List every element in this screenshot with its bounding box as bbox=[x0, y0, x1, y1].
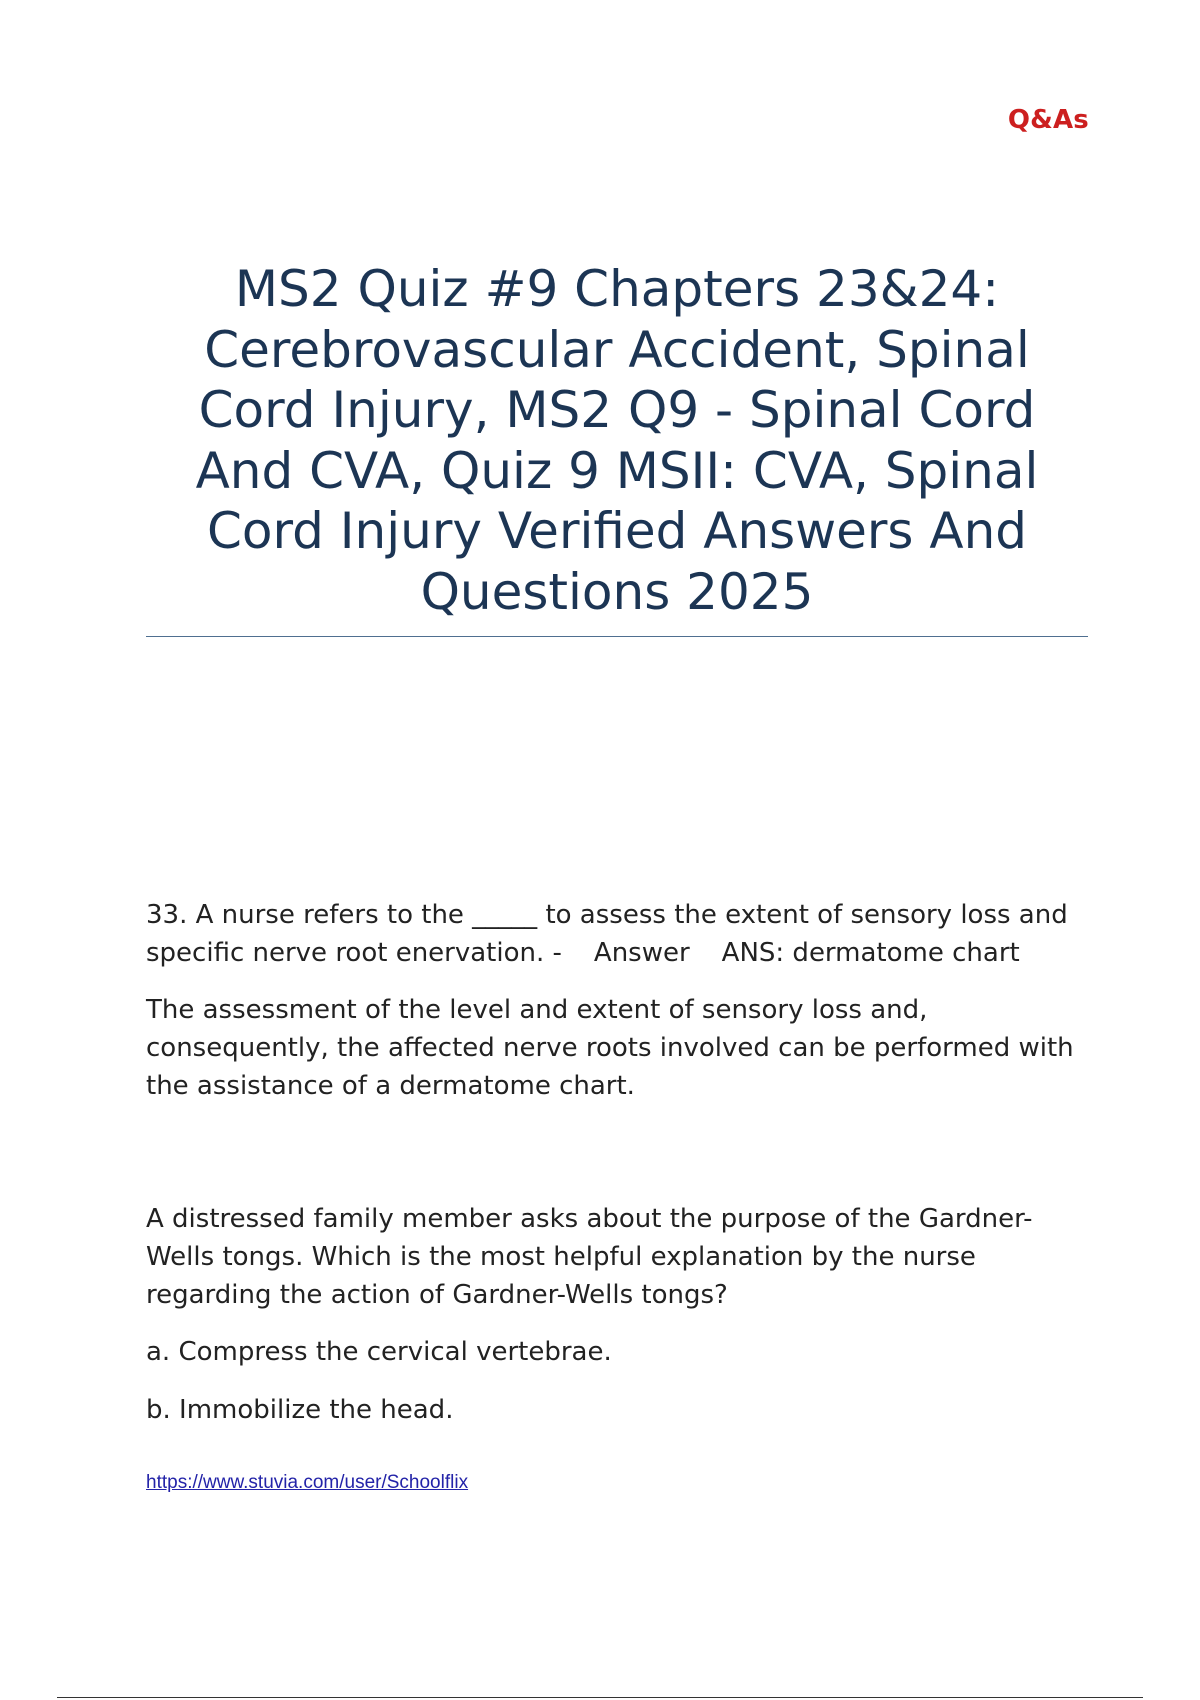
title-divider bbox=[146, 636, 1088, 637]
paragraph-spacer bbox=[146, 1124, 1096, 1200]
document-body bbox=[146, 896, 1096, 1449]
option-a: a. Compress the cervical vertebrae. bbox=[146, 1337, 612, 1367]
question-gardner-wells: A distressed family member asks about the purpose of the Gardner-Wells tongs. Which is the most helpful explanation by the nurse regarding the action of Gardner-Wells tongs? bbox=[146, 1204, 1033, 1310]
stuvia-profile-link[interactable]: https://www.stuvia.com/user/Schoolflix bbox=[146, 1472, 469, 1493]
qas-tag: Q&As bbox=[1007, 105, 1089, 135]
question-33-answer: ANS: dermatome chart bbox=[721, 938, 1020, 968]
question-33-prompt: 33. A nurse refers to the _____ to assess the extent of sensory loss and specific nerve root enervation. - bbox=[146, 900, 1068, 968]
document-title: MS2 Quiz #9 Chapters 23&24: Cerebrovascular Accident, Spinal Cord Injury, MS2 Q9 - Spinal Cord And CVA, Quiz 9 MSII: CVA, Spinal Cord Injury Verified Answers And Questions 2025 bbox=[195, 260, 1039, 621]
question-33 bbox=[146, 896, 1096, 972]
rationale-paragraph: The assessment of the level and extent of sensory loss and, consequently, the affected nerve roots involved can be performed with the assistance of a dermatome chart. bbox=[146, 995, 1074, 1101]
answer-label: Answer bbox=[593, 938, 690, 968]
footer-divider bbox=[57, 1697, 1143, 1698]
option-b: b. Immobilize the head. bbox=[146, 1395, 454, 1425]
